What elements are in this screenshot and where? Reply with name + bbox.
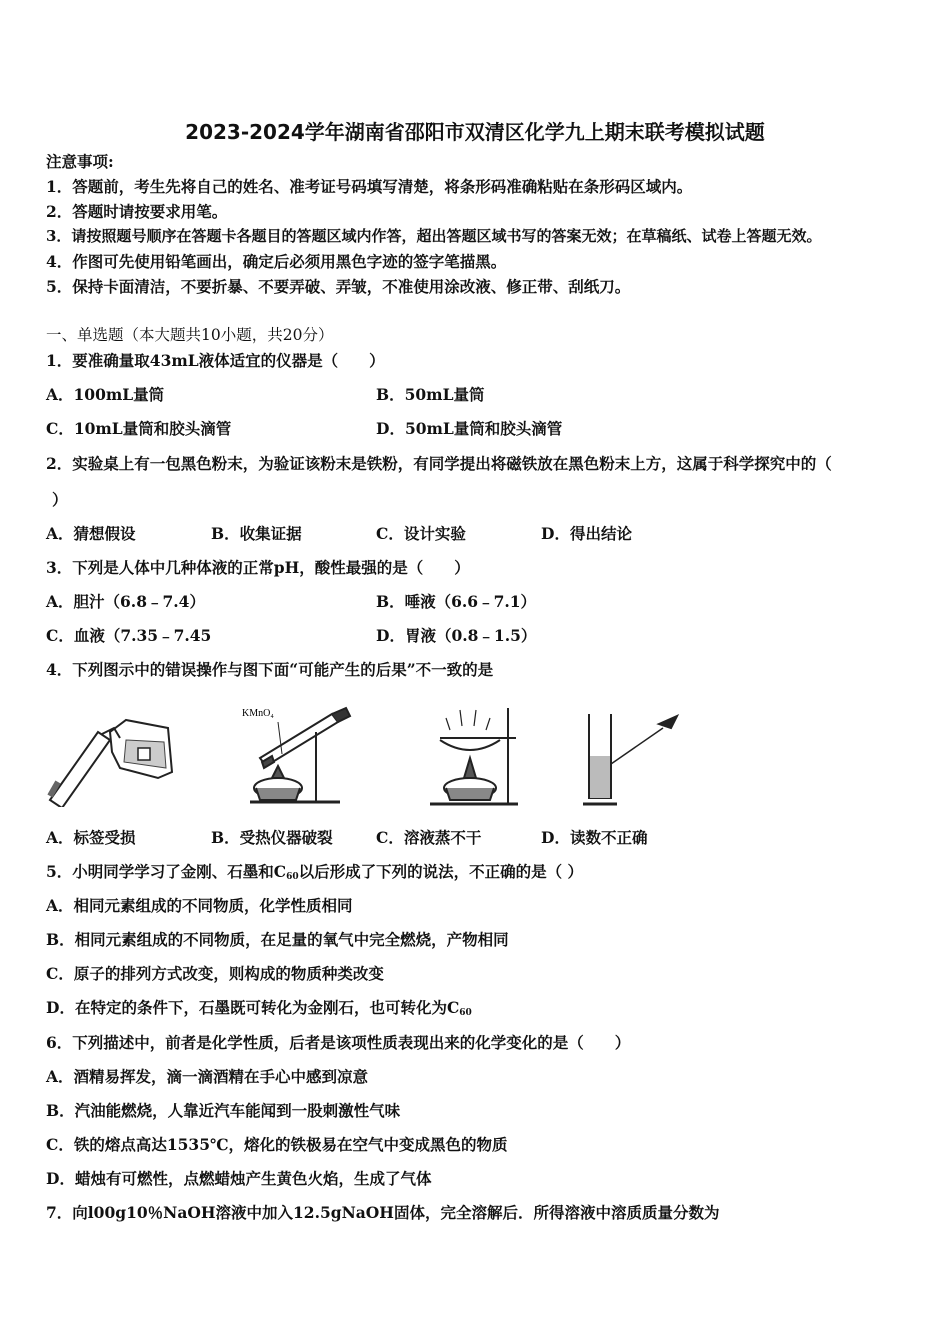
question-stem: 2．实验桌上有一包黑色粉末，为验证该粉末是铁粉，有同学提出将磁铁放在黑色粉末上方，这属于科学探究中的（ xyxy=(46,454,832,473)
kmno4-label: KMnO₄ xyxy=(242,708,274,719)
option-d: D．在特定的条件下，石墨既可转化为金刚石，也可转化为$C_{60}$ xyxy=(46,998,472,1018)
page-title: 2023-2024学年湖南省邵阳市双清区化学九上期末联考模拟试题 xyxy=(185,120,765,144)
option-a: A．胆汁（6.8﹣7.4） xyxy=(46,592,205,611)
bottle-label xyxy=(138,748,150,760)
question-stem-end: ） xyxy=(52,490,68,509)
question-stem: 4．下列图示中的错误操作与图下面“可能产生的后果”不一致的是 xyxy=(46,660,494,679)
question-stem: 6．下列描述中，前者是化学性质，后者是该项性质表现出来的化学变化的是（ ） xyxy=(46,1033,631,1052)
notice-item: 3．请按照题号顺序在答题卡各题目的答题区域内作答，超出答题区域书写的答案无效；在草稿纸、试卷上答题无效。 xyxy=(46,227,822,245)
figure-c-evaporation xyxy=(410,700,540,810)
option-c: C．血液（7.35﹣7.45 xyxy=(46,626,212,645)
option-b: B．受热仪器破裂 xyxy=(211,828,333,847)
option-a: A．相同元素组成的不同物质，化学性质相同 xyxy=(46,896,353,915)
option-d: D．蜡烛有可燃性，点燃蜡烛产生黄色火焰，生成了气体 xyxy=(46,1169,432,1188)
flame xyxy=(464,758,476,778)
option-d: D．读数不正确 xyxy=(541,828,648,847)
option-a: A．标签受损 xyxy=(46,828,136,847)
option-c: C．10mL量筒和胶头滴管 xyxy=(46,419,232,438)
section-heading: 一、单选题（本大题共10小题，共20分） xyxy=(46,326,334,344)
evaporating-dish xyxy=(440,740,500,750)
figure-b-heating xyxy=(220,700,365,810)
notice-heading: 注意事项: xyxy=(46,152,114,171)
notice-item: 1．答题前，考生先将自己的姓名、准考证号码填写清楚，将条形码准确粘贴在条形码区域内。 xyxy=(46,177,693,196)
option-a: A．酒精易挥发，滴一滴酒精在手心中感到凉意 xyxy=(46,1067,369,1086)
sight-line xyxy=(611,728,663,764)
eye-symbol xyxy=(659,716,677,728)
notice-item: 2．答题时请按要求用笔。 xyxy=(46,202,228,221)
option-c: C．铁的熔点高达1535℃，熔化的铁极易在空气中变成黑色的物质 xyxy=(46,1135,508,1154)
option-a: A．猜想假设 xyxy=(46,524,136,543)
option-d: D．50mL量筒和胶头滴管 xyxy=(376,419,563,438)
question-stem: 7．向l00g10％NaOH溶液中加入12.5gNaOH固体，完全溶解后．所得溶液中溶质质量分数为 xyxy=(46,1203,720,1222)
notice-item: 5．保持卡面清洁，不要折暴、不要弄破、弄皱，不准使用涂改液、修正带、刮纸刀。 xyxy=(46,277,631,296)
option-b: B．唾液（6.6﹣7.1） xyxy=(376,592,537,611)
question-stem: 5．小明同学学习了金刚、石墨和$C_{60}$以后形成了下列的说法，不正确的是（ ） xyxy=(46,862,584,882)
test-tube-outline xyxy=(50,732,110,807)
question-stem: 3．下列是人体中几种体液的正常pH，酸性最强的是（ ） xyxy=(46,558,470,577)
option-b: B．收集证据 xyxy=(211,524,302,543)
flame xyxy=(272,766,284,778)
figure-a-pouring xyxy=(40,712,190,807)
figure-d-cylinder xyxy=(575,708,695,808)
option-b: B．相同元素组成的不同物质，在足量的氧气中完全燃烧，产物相同 xyxy=(46,930,509,949)
option-d: D．得出结论 xyxy=(541,524,632,543)
question-stem: 1．要准确量取43mL液体适宜的仪器是（ ） xyxy=(46,351,385,370)
option-a: A．100mL量筒 xyxy=(46,385,165,404)
option-b: B．50mL量筒 xyxy=(376,385,485,404)
option-c: C．原子的排列方式改变，则构成的物质种类改变 xyxy=(46,964,384,983)
notice-item: 4．作图可先使用铅笔画出，确定后必须用黑色字迹的签字笔描黑。 xyxy=(46,252,507,271)
option-d: D．胃液（0.8﹣1.5） xyxy=(376,626,537,645)
option-c: C．设计实验 xyxy=(376,524,466,543)
splash-lines xyxy=(446,710,490,730)
option-b: B．汽油能燃烧，人靠近汽车能闻到一股刺激性气味 xyxy=(46,1101,401,1120)
cylinder-liquid xyxy=(590,756,610,798)
option-c: C．溶液蒸不干 xyxy=(376,828,482,847)
